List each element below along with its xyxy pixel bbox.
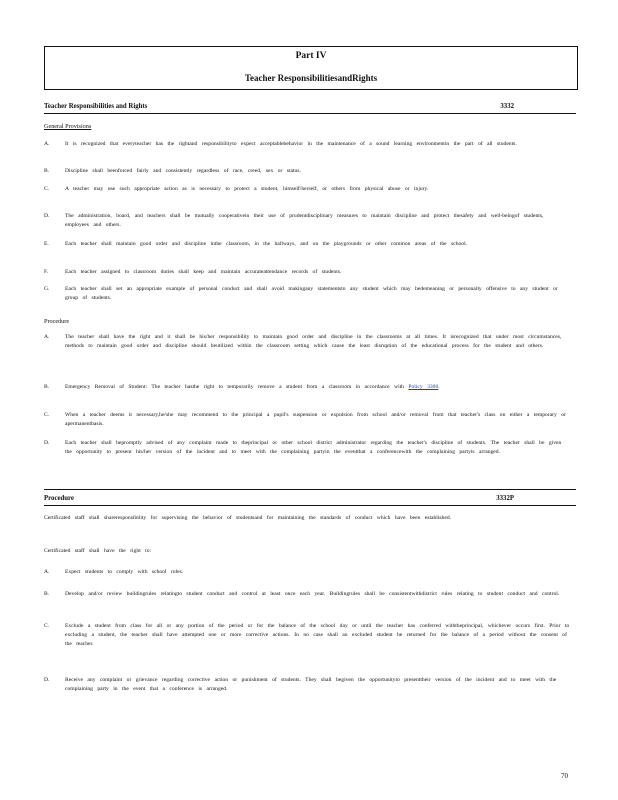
item-label: C. xyxy=(44,623,50,629)
item-text-after-link: . xyxy=(438,384,440,390)
general-provisions-heading: General Provisions xyxy=(44,123,92,130)
right-c xyxy=(44,622,570,649)
procedure-d xyxy=(44,439,570,457)
item-text: Exclude a student from class for all or any portion of the period or for the balance of the school day or until the teacher has conferred withtheprincipal, whichever occurs first. Prior to excluding a student, the teacher shall have attempted one or more corrective actions. In no case shall an excluded student be returned for the balance of a period without the consent of the teacher. xyxy=(65,623,570,647)
item-text: Each teacher shall set an appropriate example of personal conduct and shall avoid makingany statementsto any student which may bedemeaning or personally offensive to any student or group of students. xyxy=(65,286,558,301)
item-label: E. xyxy=(44,241,49,247)
item-label: B. xyxy=(44,168,50,174)
provision-c xyxy=(44,185,570,194)
intro-paragraph: Certificated staff shall shareresponsibility for supervising the behavior of studentsand for maintaining the standards of conduct which have been established. xyxy=(44,515,452,521)
item-label: B. xyxy=(44,591,50,597)
section2-rule xyxy=(44,505,576,506)
procedure-subheading: Procedure xyxy=(44,318,70,325)
item-text: Each teacher shall bepromptly advised of any complaint made to theprincipal or other school district administrator regarding the teacher's discipline of students. The teacher shall be given the opportunity to present his/her version of the incident and to meet with the complaining partyin the eventthat a conferencewith the complaining partyis arranged. xyxy=(65,440,562,455)
item-label: A. xyxy=(44,569,50,575)
item-label: D. xyxy=(44,213,50,219)
document-title: Teacher ResponsibilitiesandRights xyxy=(244,73,378,83)
item-label: D. xyxy=(44,677,50,683)
item-label: C. xyxy=(44,412,50,418)
item-text: Each teacher assigned to classroom duties shall keep and maintain accurateattendance records of students. xyxy=(65,269,342,275)
procedure-b xyxy=(44,383,570,392)
section2-title: Procedure xyxy=(44,495,74,502)
section2-heading xyxy=(44,495,576,502)
title-box xyxy=(44,46,578,90)
item-text-before-link: Emergency Removal of Student: The teacher hasthe right to temporarily remove a student from a classroom in accordance with xyxy=(65,384,404,390)
procedure-a xyxy=(44,333,570,351)
lead-paragraph: Certificated staff shall have the right to: xyxy=(44,548,152,554)
section-heading xyxy=(44,103,576,110)
policy-code: 3332 xyxy=(500,103,514,110)
item-text: The administration, board, and teachers shall be mutually cooperativein their use of prudentdisciplinary measures to maintain discipline and protect thesafety and well-beingof students, employees and others. xyxy=(65,213,544,228)
right-d xyxy=(44,676,570,694)
item-label: D. xyxy=(44,440,50,446)
item-label: C. xyxy=(44,186,50,192)
section-rule xyxy=(44,113,576,114)
section-title: Teacher Responsibilities and Rights xyxy=(44,103,148,110)
provision-g xyxy=(44,285,570,303)
section2-top-rule xyxy=(44,489,576,490)
item-text: Receive any complaint or grievance regarding corrective action or punishment of students. They shall begiven the opportunityto presenttheir version of the incident and to meet with the complaining party in the event that a conference is arranged. xyxy=(65,677,557,692)
provision-a xyxy=(44,140,570,149)
right-a xyxy=(44,568,570,577)
item-text: Each teacher shall maintain good order and discipline inthe classroom, in the hallways, and on the playgrounds or other common areas of the school. xyxy=(65,241,468,247)
item-text xyxy=(65,383,570,392)
item-text: A teacher may use such appropriate action as is necessary to protect a student, himself/herself, or others from physical abuse or injury. xyxy=(65,186,429,192)
item-label: G. xyxy=(44,286,50,292)
item-text: The teacher shall have the right and it shall be his/her responsibility to maintain good order and discipline in the classrooms at all times. It isrecognized that under most circumstances, methods to maintain good order and discipline should beutilized within the classroom setting which cause the least disruption of the educational process for the student and others. xyxy=(65,334,562,349)
item-text: When a teacher deems it necessary,he/she may recommend to the principal a pupil's suspension or expulsion from school and/or removal from that teacher's class on either a temporary or apermanentbasis. xyxy=(65,412,566,427)
item-label: A. xyxy=(44,141,50,147)
item-label: A. xyxy=(44,334,50,340)
item-text: It is recognized that everyteacher has the rightand responsibilityto expect acceptablebehavior in the maintenance of a sound learning environmentin the part of all students. xyxy=(65,141,517,147)
part-title: Part IV xyxy=(295,51,327,61)
item-text: Discipline shall beenforced fairly and consistently regardless of race, creed, sex or status. xyxy=(65,168,301,174)
right-b xyxy=(44,590,570,599)
page-number: 70 xyxy=(561,772,568,780)
item-label: F. xyxy=(44,269,49,275)
provision-d xyxy=(44,212,570,230)
provision-f xyxy=(44,268,570,277)
procedure-c xyxy=(44,411,570,429)
provision-e xyxy=(44,240,570,249)
provision-b xyxy=(44,167,570,176)
item-text: Expect students to comply with school rules. xyxy=(65,569,184,575)
procedure-code: 3332P xyxy=(496,495,514,502)
item-text: Develop and/or review buildingrules relatingto student conduct and control at least once each year. Buildingrules shall be consistentwithdistrict rules relating to student conduct and control. xyxy=(65,591,560,597)
item-label: B. xyxy=(44,384,50,390)
policy-3300-link[interactable]: Policy 3300 xyxy=(408,384,439,390)
